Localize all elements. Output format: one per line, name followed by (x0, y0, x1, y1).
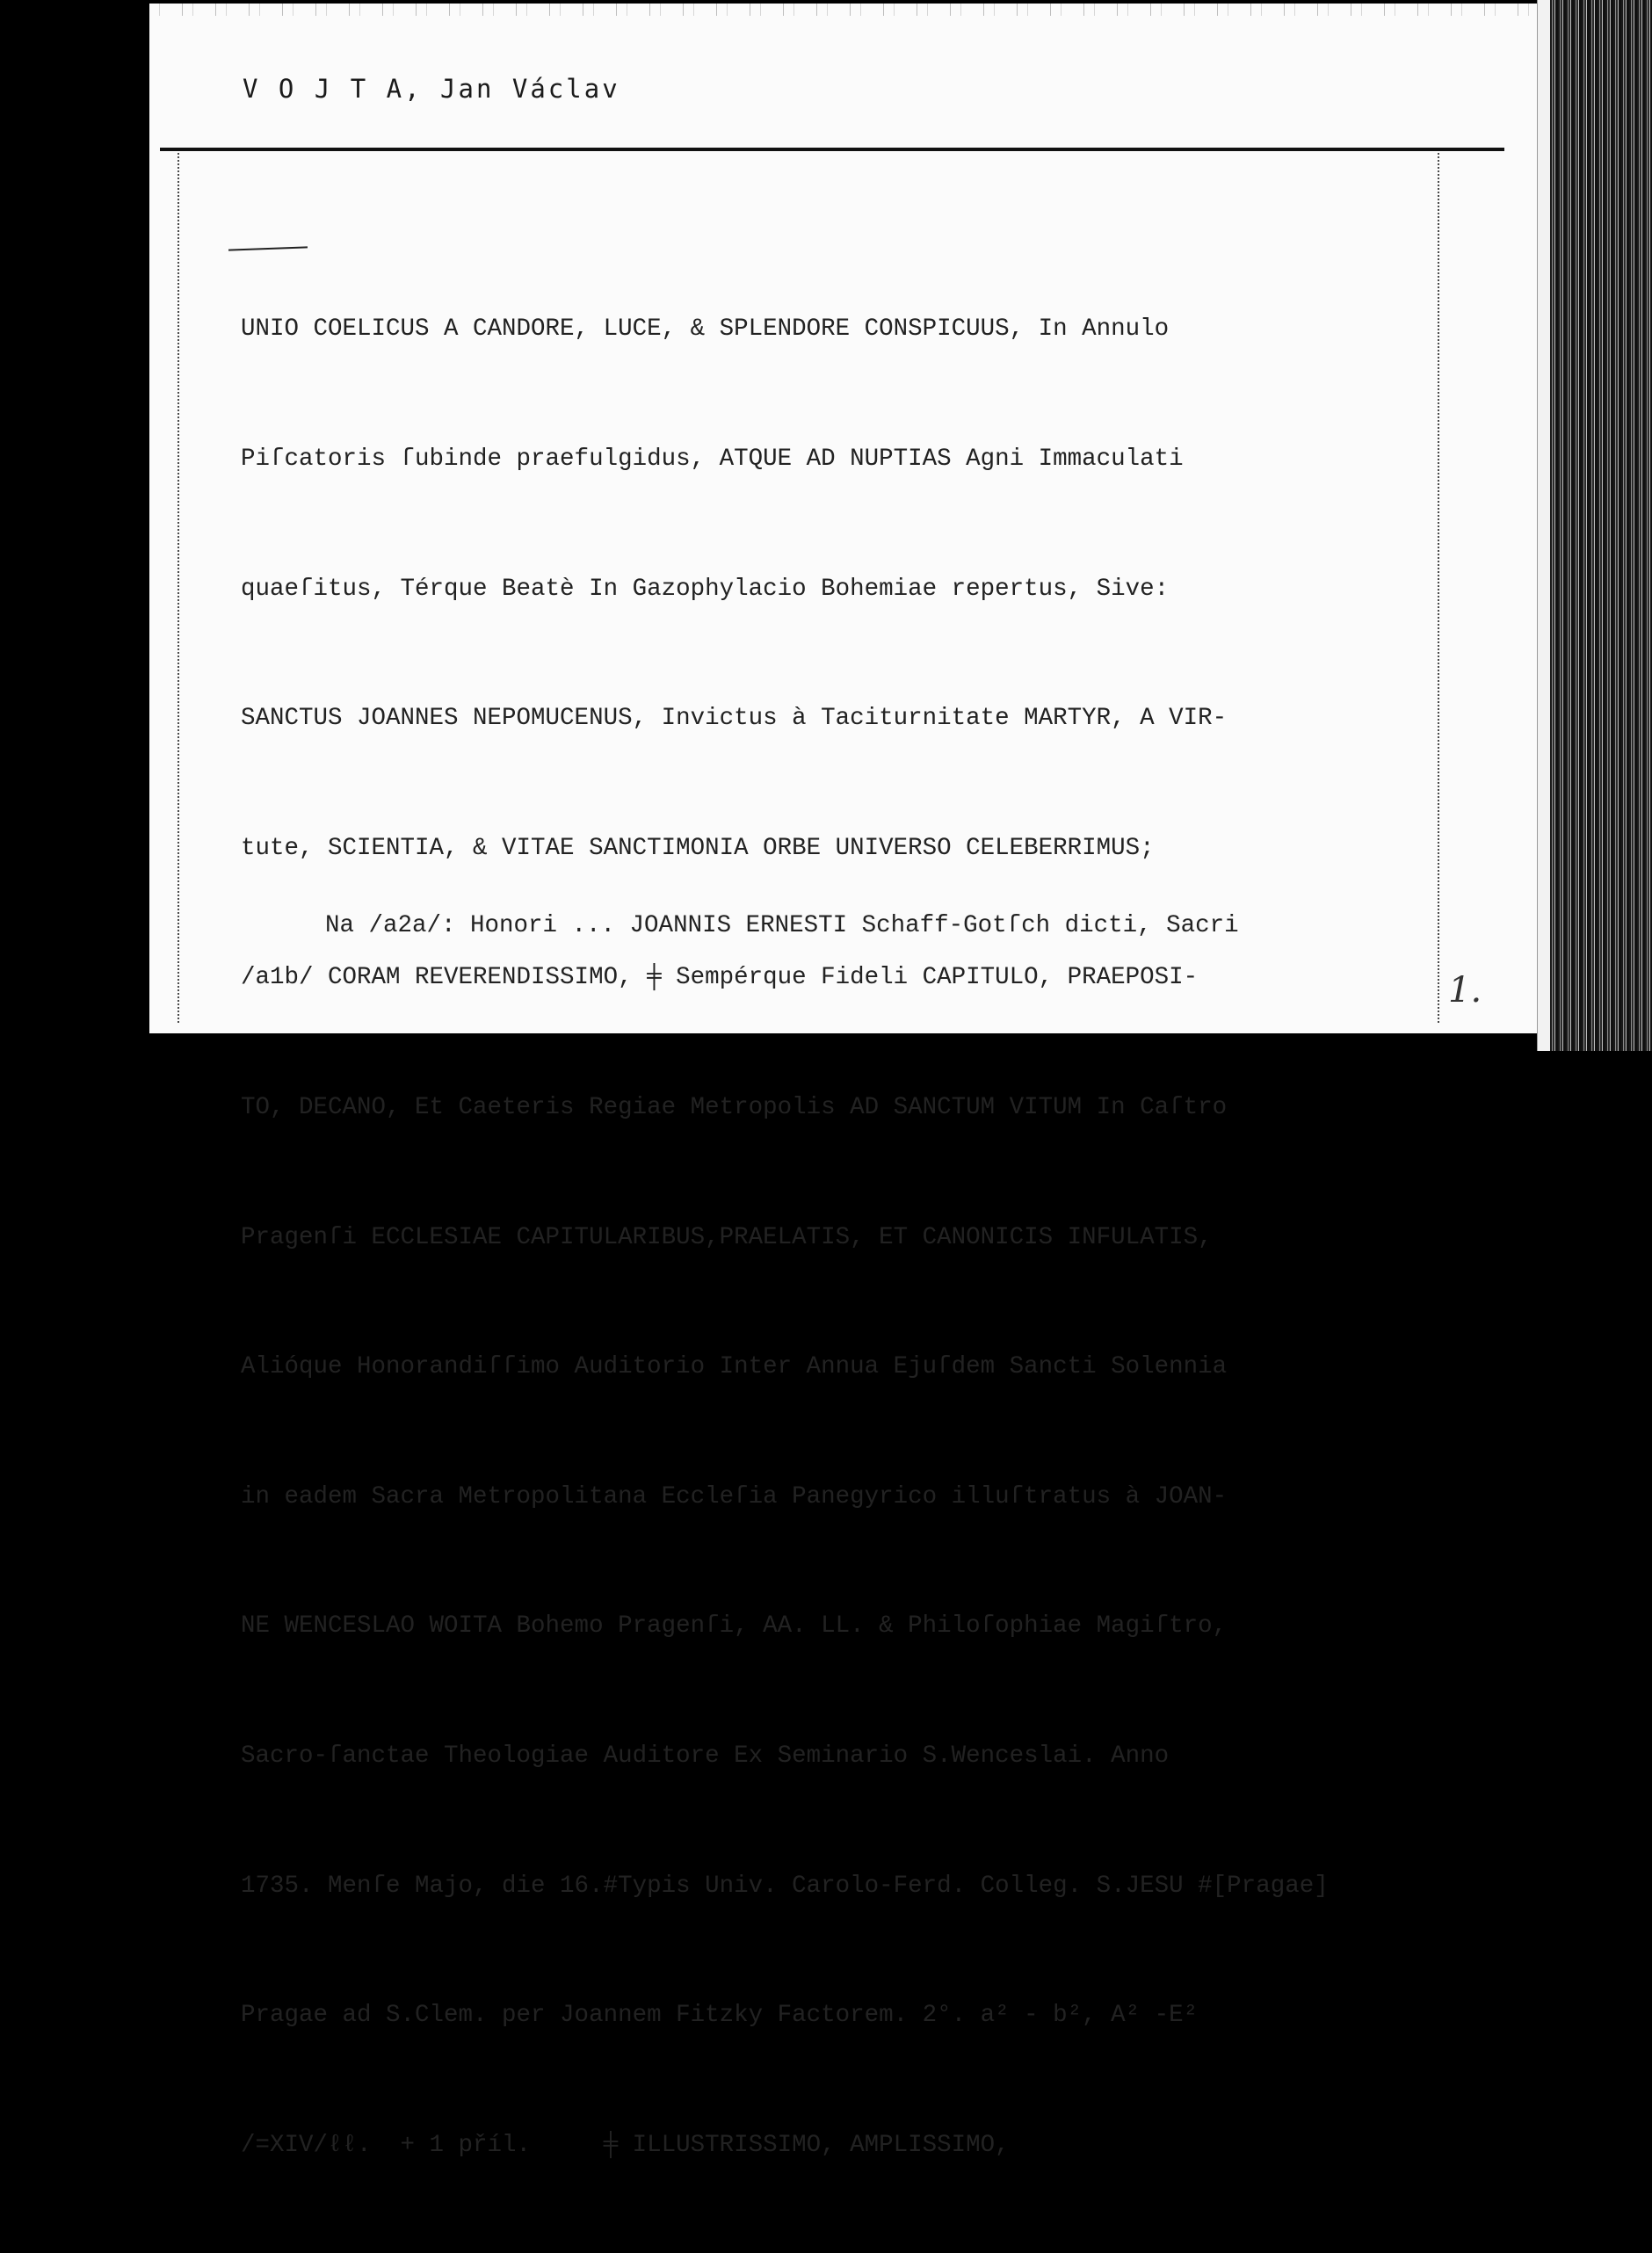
header-rule (160, 148, 1504, 151)
card-heading-author: V O J T A, Jan Václav (243, 74, 620, 104)
description-line: TO, DECANO, Et Caeteris Regiae Metropolis AD SANCTUM VITUM In Caſtro (241, 1093, 1228, 1121)
description-line: UNIO COELICUS A CANDORE, LUCE, & SPLENDORE CONSPICUUS, In Annulo (241, 315, 1170, 344)
description-line: /a1b/ CORAM REVERENDISSIMO, ╪ Sempérque Fideli CAPITULO, PRAEPOSI- (241, 964, 1199, 992)
description-line: Alióque Honorandiſſimo Auditorio Inter Annua Ejuſdem Sancti Solennia (241, 1353, 1228, 1381)
description-line: tute, SCIENTIA, & VITAE SANCTIMONIA ORBE UNIVERSO CELEBERRIMUS; (241, 834, 1155, 862)
catalog-card (149, 4, 1550, 2159)
description-line: /=XIV/ℓℓ. + 1 příl. ╪ ILLUSTRISSIMO, AMPLISSIMO, (241, 2131, 1010, 2159)
description-line: Sacro-ſanctae Theologiae Auditore Ex Seminario S.Wenceslai. Anno (241, 1742, 1170, 1770)
card-edge (1537, 0, 1550, 1051)
dedication-note: Na /a2a/: Honori ... JOANNIS ERNESTI Schaff-Gotſch dicti, Sacri (325, 912, 1239, 939)
scan-edge-stripes (1550, 0, 1652, 1051)
description-line: in eadem Sacra Metropolitana Eccleſia Panegyrico illuſtratus à JOAN- (241, 1482, 1228, 1510)
description-line: 1735. Menſe Majo, die 16.#Typis Univ. Carolo-Ferd. Colleg. S.JESU #[Pragae] (241, 1872, 1329, 1900)
handwritten-page-number: 1. (1448, 970, 1482, 1011)
bibliographic-description (241, 221, 1462, 2253)
scan-noise-top (149, 4, 1550, 16)
description-line: SANCTUS JOANNES NEPOMUCENUS, Invictus à Taciturnitate MARTYR, A VIR- (241, 705, 1228, 733)
description-line: quaeſitus, Térque Beatè In Gazophylacio Bohemiae repertus, Sive: (241, 575, 1170, 603)
left-margin-rule (178, 153, 179, 1023)
description-line: NE WENCESLAO WOITA Bohemo Pragenſi, AA. LL. & Philoſophiae Magiſtro, (241, 1612, 1228, 1641)
description-line: Pragenſi ECCLESIAE CAPITULARIBUS,PRAELATIS, ET CANONICIS INFULATIS, (241, 1223, 1213, 1251)
description-line: Pragae ad S.Clem. per Joannem Fitzky Factorem. 2°. a² - b², A² -E² (241, 2002, 1199, 2030)
description-line: Piſcatoris ſubinde praefulgidus, ATQUE AD NUPTIAS Agni Immaculati (241, 446, 1184, 473)
